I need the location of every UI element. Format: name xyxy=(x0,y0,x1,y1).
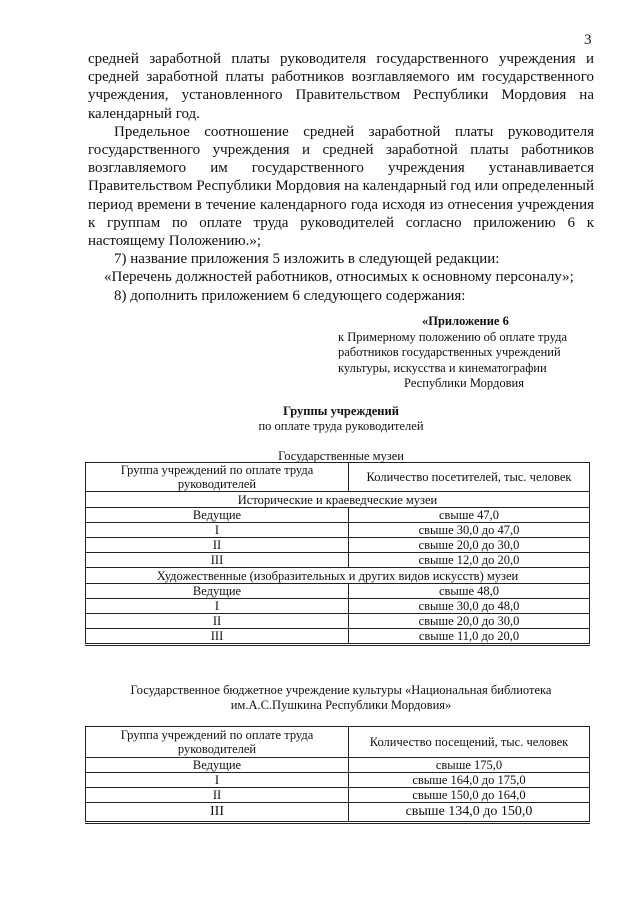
appendix-line: культуры, искусства и кинематографии xyxy=(338,360,547,375)
appendix-title: «Приложение 6 xyxy=(422,314,509,328)
group-cell: Ведущие xyxy=(86,758,349,773)
header-cell: Количество посетителей, тыс. человек xyxy=(349,463,590,492)
library-caption xyxy=(88,683,594,713)
group-cell: III xyxy=(86,629,349,645)
table-row xyxy=(86,538,590,553)
table-row xyxy=(86,773,590,788)
paragraph-5: 8) дополнить приложением 6 следующего содержания: xyxy=(114,287,466,304)
value-cell: свыше 30,0 до 48,0 xyxy=(349,599,590,614)
group-cell: III xyxy=(86,553,349,568)
groups-heading xyxy=(88,404,594,434)
table-row xyxy=(86,508,590,523)
paragraph-4: «Перечень должностей работников, относимых к основному персоналу»; xyxy=(104,269,574,286)
table-header-row xyxy=(86,727,590,758)
value-cell: свыше 12,0 до 20,0 xyxy=(349,553,590,568)
header-cell: Группа учреждений по оплате труда руководителей xyxy=(86,463,349,492)
group-cell: II xyxy=(86,614,349,629)
value-cell: свыше 175,0 xyxy=(349,758,590,773)
page-number: 3 xyxy=(584,32,592,48)
group-cell: Ведущие xyxy=(86,584,349,599)
table-row xyxy=(86,599,590,614)
table-row xyxy=(86,614,590,629)
section-row xyxy=(86,492,590,508)
table-row xyxy=(86,788,590,803)
table-row xyxy=(86,803,590,823)
library-caption-line: Государственное бюджетное учреждение культуры «Национальная библиотека xyxy=(130,683,552,697)
group-cell: Ведущие xyxy=(86,508,349,523)
section-cell: Художественные (изобразительных и других видов искусств) музеи xyxy=(86,568,590,584)
appendix-block xyxy=(338,314,590,392)
header-cell: Группа учреждений по оплате труда руководителей xyxy=(86,727,349,758)
value-cell: свыше 20,0 до 30,0 xyxy=(349,538,590,553)
group-cell: II xyxy=(86,538,349,553)
group-cell: I xyxy=(86,523,349,538)
group-cell: II xyxy=(86,788,349,803)
section-row xyxy=(86,568,590,584)
table-row xyxy=(86,553,590,568)
value-cell: свыше 164,0 до 175,0 xyxy=(349,773,590,788)
table-row xyxy=(86,629,590,645)
group-cell: I xyxy=(86,773,349,788)
value-cell: свыше 47,0 xyxy=(349,508,590,523)
groups-subtitle: по оплате труда руководителей xyxy=(258,419,424,433)
paragraph-2: Предельное соотношение средней заработной платы руководителя государственного учреждения и средней заработной платы работников возглавляемого им государственного учреждения устанавливается Правительством Республики Мордовия на календарный год или определенный период времени в течение календарного года исходя из отнесения учреждения к группам по оплате труда руководителей согласно приложению 6 к настоящему Положению.»; xyxy=(88,123,594,250)
header-cell: Количество посещений, тыс. человек xyxy=(349,727,590,758)
value-cell: свыше 11,0 до 20,0 xyxy=(349,629,590,645)
appendix-line: работников государственных учреждений xyxy=(338,345,561,359)
value-cell: свыше 134,0 до 150,0 xyxy=(349,803,590,823)
library-table xyxy=(85,726,590,824)
library-caption-line: им.А.С.Пушкина Республики Мордовия» xyxy=(230,698,452,712)
value-cell: свыше 48,0 xyxy=(349,584,590,599)
value-cell: свыше 20,0 до 30,0 xyxy=(349,614,590,629)
section-cell: Исторические и краеведческие музеи xyxy=(86,492,590,508)
paragraph-1: средней заработной платы руководителя государственного учреждения и средней заработной платы работников возглавляемого им государственного учреждения, установленного Правительством Республики Мордовия на календарный год. xyxy=(88,51,594,122)
groups-title: Группы учреждений xyxy=(283,404,399,418)
appendix-line: Республики Мордовия xyxy=(404,376,524,390)
group-cell: I xyxy=(86,599,349,614)
table-row xyxy=(86,584,590,599)
museums-table xyxy=(85,462,590,646)
value-cell: свыше 30,0 до 47,0 xyxy=(349,523,590,538)
table-row xyxy=(86,758,590,773)
value-cell: свыше 150,0 до 164,0 xyxy=(349,788,590,803)
appendix-line: к Примерному положению об оплате труда xyxy=(338,329,568,344)
paragraph-3: 7) название приложения 5 изложить в следующей редакции: xyxy=(114,251,500,268)
table-header-row xyxy=(86,463,590,492)
group-cell: III xyxy=(86,803,349,823)
body-text xyxy=(88,50,594,305)
museums-caption: Государственные музеи xyxy=(278,449,404,463)
table-row xyxy=(86,523,590,538)
